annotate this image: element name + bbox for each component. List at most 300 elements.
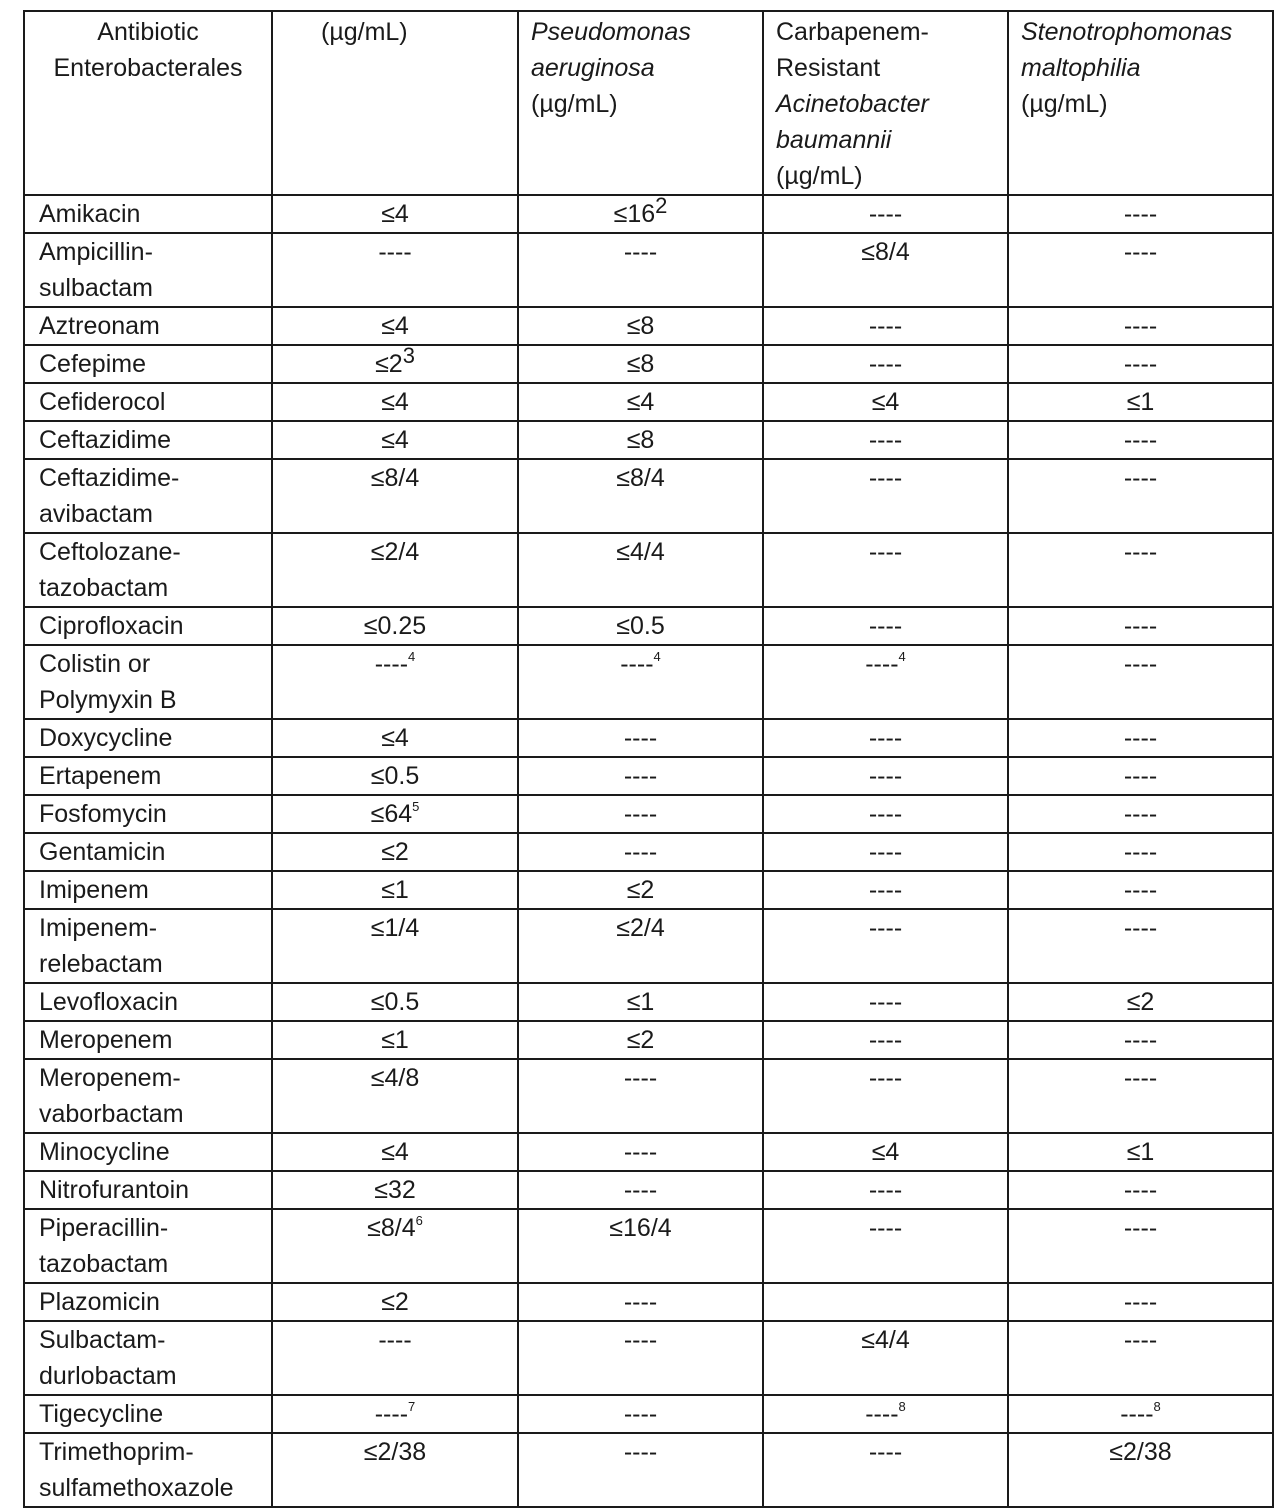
breakpoint-value: ----	[1123, 914, 1158, 942]
column-header-line: Stenotrophomonas	[1021, 18, 1233, 46]
breakpoint-value: ≤4/8	[370, 1064, 420, 1092]
breakpoint-cell	[1008, 645, 1273, 719]
breakpoint-value: ≤4	[381, 1138, 409, 1166]
breakpoint-cell	[763, 1171, 1008, 1209]
breakpoint-value: ----	[1123, 200, 1158, 228]
table-header-row	[24, 11, 1273, 195]
breakpoint-cell	[518, 421, 763, 459]
antibiotic-name-cell	[24, 1433, 272, 1507]
table-row	[24, 1209, 1273, 1283]
breakpoint-value: ≤2	[381, 1288, 409, 1316]
breakpoint-value: ≤0.5	[616, 612, 665, 640]
breakpoint-cell	[518, 1059, 763, 1133]
breakpoint-cell	[518, 1021, 763, 1059]
breakpoint-value: ----	[868, 538, 903, 566]
breakpoint-value: ≤4	[381, 312, 409, 340]
footnote-marker: 4	[408, 649, 416, 664]
breakpoint-cell	[518, 1133, 763, 1171]
antibiotic-name-cell	[24, 1059, 272, 1133]
breakpoint-value: ----	[623, 1400, 658, 1428]
table-row	[24, 1283, 1273, 1321]
antibiotic-name-cell	[24, 1321, 272, 1395]
breakpoint-value: ≤0.25	[363, 612, 427, 640]
breakpoint-value: ≤4	[871, 1138, 900, 1166]
breakpoint-cell	[763, 909, 1008, 983]
antibiotic-name-cell	[24, 1133, 272, 1171]
breakpoint-cell	[763, 345, 1008, 383]
footnote-marker: 3	[402, 343, 415, 368]
breakpoint-value: ----	[1123, 762, 1158, 790]
breakpoint-value: ----	[374, 650, 409, 678]
breakpoint-value: ----	[1123, 650, 1158, 678]
breakpoint-value: ----	[1123, 538, 1158, 566]
table-row	[24, 645, 1273, 719]
column-header	[272, 11, 518, 195]
column-header-line: (µg/mL)	[776, 162, 863, 190]
footnote-marker: 2	[655, 193, 668, 218]
breakpoint-cell	[763, 195, 1008, 233]
breakpoint-cell	[1008, 1209, 1273, 1283]
breakpoint-value: ≤4/4	[616, 538, 665, 566]
breakpoint-cell	[763, 533, 1008, 607]
antibiotic-name-line: relebactam	[39, 950, 163, 978]
column-header	[763, 11, 1008, 195]
breakpoint-value: ----	[623, 238, 658, 266]
breakpoint-cell	[763, 719, 1008, 757]
table-row	[24, 233, 1273, 307]
antibiotic-name-line: Nitrofurantoin	[39, 1176, 190, 1204]
breakpoint-cell	[763, 871, 1008, 909]
breakpoint-cell	[272, 795, 518, 833]
antibiotic-name-cell	[24, 1209, 272, 1283]
antibiotic-name-line: Ciprofloxacin	[39, 612, 184, 640]
breakpoint-value: ----	[623, 1438, 658, 1466]
breakpoint-cell	[272, 233, 518, 307]
table-row	[24, 1395, 1273, 1433]
breakpoint-cell	[518, 383, 763, 421]
breakpoint-cell	[518, 1321, 763, 1395]
breakpoint-cell	[272, 1283, 518, 1321]
antibiotic-name-cell	[24, 909, 272, 983]
antibiotic-name-line: Levofloxacin	[39, 988, 178, 1016]
breakpoint-cell	[1008, 795, 1273, 833]
breakpoint-value: ----	[374, 1400, 409, 1428]
antibiotic-name-line: Imipenem-	[39, 914, 158, 942]
breakpoint-cell	[518, 1283, 763, 1321]
antibiotic-name-line: Doxycycline	[39, 724, 173, 752]
footnote-marker: 7	[408, 1399, 416, 1414]
antibiotic-name-line: vaborbactam	[39, 1100, 184, 1128]
antibiotic-name-line: tazobactam	[39, 574, 169, 602]
breakpoint-value: ----	[868, 724, 903, 752]
breakpoint-cell	[763, 307, 1008, 345]
breakpoint-cell	[272, 1059, 518, 1133]
table-row	[24, 871, 1273, 909]
antibiotic-name-cell	[24, 421, 272, 459]
breakpoint-value: ≤2	[1126, 988, 1155, 1016]
breakpoint-value: ≤1	[626, 988, 655, 1016]
column-header-line: (µg/mL)	[321, 18, 408, 46]
antibiotic-name-line: Cefiderocol	[39, 388, 166, 416]
breakpoint-value: ----	[1123, 1326, 1158, 1354]
breakpoint-cell	[1008, 421, 1273, 459]
breakpoint-cell	[763, 421, 1008, 459]
breakpoint-cell	[1008, 233, 1273, 307]
antibiotic-name-line: Tigecycline	[39, 1400, 164, 1428]
breakpoint-value: ≤2	[626, 1026, 655, 1054]
breakpoint-cell	[763, 645, 1008, 719]
breakpoint-value: ≤8/4	[861, 238, 910, 266]
breakpoint-value: ≤4	[381, 200, 409, 228]
antibiotic-name-line: Gentamicin	[39, 838, 166, 866]
breakpoint-value: ≤4	[871, 388, 900, 416]
breakpoint-value: ----	[623, 800, 658, 828]
breakpoint-cell	[1008, 607, 1273, 645]
breakpoint-cell	[763, 1321, 1008, 1395]
table-row	[24, 195, 1273, 233]
antibiotic-name-line: Trimethoprim-	[39, 1438, 194, 1466]
column-header-line: Antibiotic	[97, 18, 199, 46]
breakpoint-value: ----	[868, 1026, 903, 1054]
breakpoint-cell	[763, 795, 1008, 833]
antibiotic-name-cell	[24, 795, 272, 833]
breakpoint-value: ≤2	[381, 838, 409, 866]
breakpoint-value: ----	[868, 1176, 903, 1204]
breakpoint-cell	[272, 1321, 518, 1395]
breakpoint-value: ≤2	[626, 876, 655, 904]
column-header-line: Pseudomonas	[531, 18, 691, 46]
breakpoint-value: ≤0.5	[370, 762, 420, 790]
antibiotic-name-line: Ampicillin-	[39, 238, 153, 266]
breakpoint-value: ----	[1123, 1176, 1158, 1204]
breakpoint-value: ≤32	[374, 1176, 416, 1204]
breakpoint-value: ----	[865, 1400, 899, 1428]
column-header	[518, 11, 763, 195]
breakpoint-cell	[1008, 1321, 1273, 1395]
antibiotic-name-cell	[24, 1283, 272, 1321]
antibiotic-name-line: Minocycline	[39, 1138, 170, 1166]
breakpoint-value: ----	[623, 1176, 658, 1204]
column-header	[1008, 11, 1273, 195]
breakpoint-cell	[763, 1133, 1008, 1171]
breakpoint-cell	[272, 1171, 518, 1209]
antibiotic-name-line: Meropenem-	[39, 1064, 181, 1092]
breakpoint-cell	[1008, 1171, 1273, 1209]
breakpoint-value: ----	[1123, 1214, 1158, 1242]
antibiotic-name-line: Ceftolozane-	[39, 538, 181, 566]
table-row	[24, 757, 1273, 795]
antibiotic-name-cell	[24, 983, 272, 1021]
breakpoint-value: ----	[623, 724, 658, 752]
breakpoint-cell	[1008, 345, 1273, 383]
antibiotic-name-line: Plazomicin	[39, 1288, 160, 1316]
antibiotic-name-cell	[24, 233, 272, 307]
table-row	[24, 459, 1273, 533]
breakpoint-value: ----	[1123, 1026, 1158, 1054]
breakpoint-cell	[518, 1209, 763, 1283]
breakpoint-cell	[272, 1433, 518, 1507]
breakpoint-cell	[1008, 833, 1273, 871]
breakpoint-value: ≤16	[613, 200, 656, 228]
antibiotic-name-line: sulfamethoxazole	[39, 1474, 234, 1502]
breakpoint-cell	[763, 1283, 1008, 1321]
breakpoint-value: ----	[1123, 312, 1158, 340]
breakpoint-cell	[518, 1171, 763, 1209]
table-row	[24, 345, 1273, 383]
breakpoint-cell	[1008, 533, 1273, 607]
antibiotic-name-line: tazobactam	[39, 1250, 169, 1278]
breakpoint-cell	[272, 1021, 518, 1059]
breakpoint-value: ≤2	[375, 350, 403, 378]
breakpoint-value: ----	[378, 238, 412, 266]
breakpoint-value: ≤1	[381, 876, 409, 904]
breakpoint-value: ≤1	[381, 1026, 409, 1054]
table-row	[24, 719, 1273, 757]
breakpoint-cell	[518, 533, 763, 607]
antibiotic-name-line: Aztreonam	[39, 312, 160, 340]
antibiotic-name-cell	[24, 459, 272, 533]
breakpoint-cell	[518, 757, 763, 795]
column-header-line: (µg/mL)	[531, 90, 618, 118]
breakpoint-value: ----	[620, 650, 654, 678]
breakpoint-cell	[272, 983, 518, 1021]
breakpoint-cell	[1008, 1395, 1273, 1433]
table-row	[24, 1021, 1273, 1059]
breakpoint-table	[23, 10, 1274, 1508]
breakpoint-cell	[1008, 383, 1273, 421]
breakpoint-value: ----	[1123, 350, 1158, 378]
breakpoint-value: ----	[868, 1064, 903, 1092]
table-row	[24, 909, 1273, 983]
breakpoint-value: ----	[1123, 1064, 1158, 1092]
breakpoint-cell	[1008, 1433, 1273, 1507]
breakpoint-cell	[272, 719, 518, 757]
breakpoint-cell	[1008, 757, 1273, 795]
breakpoint-value: ----	[1123, 876, 1158, 904]
breakpoint-cell	[1008, 1021, 1273, 1059]
antibiotic-name-line: Polymyxin B	[39, 686, 177, 714]
breakpoint-cell	[1008, 1059, 1273, 1133]
breakpoint-value: ----	[868, 350, 903, 378]
table-row	[24, 1133, 1273, 1171]
breakpoint-cell	[272, 459, 518, 533]
breakpoint-cell	[272, 421, 518, 459]
table-row	[24, 1321, 1273, 1395]
breakpoint-value: ----	[1123, 800, 1158, 828]
breakpoint-cell	[763, 1433, 1008, 1507]
breakpoint-cell	[272, 307, 518, 345]
breakpoint-value: ≤8	[626, 350, 655, 378]
breakpoint-value: ----	[1123, 612, 1158, 640]
breakpoint-cell	[763, 459, 1008, 533]
antibiotic-name-cell	[24, 1171, 272, 1209]
antibiotic-name-cell	[24, 345, 272, 383]
breakpoint-value: ----	[623, 1138, 658, 1166]
breakpoint-cell	[272, 757, 518, 795]
antibiotic-name-line: Sulbactam-	[39, 1326, 166, 1354]
breakpoint-cell	[1008, 1283, 1273, 1321]
antibiotic-name-line: Cefepime	[39, 350, 146, 378]
breakpoint-value: ----	[623, 1326, 658, 1354]
breakpoint-cell	[763, 983, 1008, 1021]
table-row	[24, 421, 1273, 459]
breakpoint-value: ----	[623, 1064, 658, 1092]
antibiotic-name-line: avibactam	[39, 500, 153, 528]
breakpoint-cell	[272, 871, 518, 909]
breakpoint-value: ----	[868, 762, 903, 790]
antibiotic-name-line: Colistin or	[39, 650, 151, 678]
breakpoint-value: ----	[868, 876, 903, 904]
breakpoint-cell	[272, 909, 518, 983]
column-header-line: maltophilia	[1021, 54, 1141, 82]
breakpoint-value: ----	[868, 426, 903, 454]
breakpoint-cell	[272, 1133, 518, 1171]
breakpoint-cell	[763, 1395, 1008, 1433]
column-header-line: Resistant	[776, 54, 881, 82]
column-header-line: aeruginosa	[531, 54, 655, 82]
antibiotic-name-line: durlobactam	[39, 1362, 177, 1390]
breakpoint-cell	[763, 607, 1008, 645]
footnote-marker: 5	[412, 799, 420, 814]
breakpoint-value: ----	[868, 1438, 903, 1466]
breakpoint-value: ----	[868, 612, 903, 640]
table-row	[24, 795, 1273, 833]
table-body	[24, 195, 1273, 1507]
breakpoint-cell	[272, 533, 518, 607]
breakpoint-cell	[518, 833, 763, 871]
breakpoint-value: ≤8/4	[370, 464, 420, 492]
breakpoint-cell	[763, 1059, 1008, 1133]
breakpoint-cell	[518, 719, 763, 757]
antibiotic-name-cell	[24, 533, 272, 607]
column-header-line: baumannii	[776, 126, 892, 154]
breakpoint-cell	[518, 459, 763, 533]
breakpoint-value: ----	[865, 650, 899, 678]
antibiotic-name-cell	[24, 307, 272, 345]
breakpoint-cell	[518, 909, 763, 983]
breakpoint-value: ≤1	[1126, 1138, 1155, 1166]
breakpoint-cell	[272, 1395, 518, 1433]
breakpoint-value: ----	[868, 838, 903, 866]
table-row	[24, 1059, 1273, 1133]
breakpoint-cell	[518, 1395, 763, 1433]
breakpoint-value: ----	[378, 1326, 412, 1354]
footnote-marker: 4	[898, 649, 906, 664]
breakpoint-value: ≤4	[381, 724, 409, 752]
footnote-marker: 6	[415, 1213, 423, 1228]
breakpoint-cell	[272, 1209, 518, 1283]
breakpoint-value: ----	[868, 800, 903, 828]
breakpoint-value: ≤4	[626, 388, 655, 416]
breakpoint-cell	[518, 871, 763, 909]
antibiotic-name-cell	[24, 871, 272, 909]
antibiotic-name-line: Ertapenem	[39, 762, 162, 790]
breakpoint-value: ≤8/4	[367, 1214, 416, 1242]
breakpoint-cell	[518, 195, 763, 233]
breakpoint-cell	[272, 645, 518, 719]
breakpoint-cell	[272, 383, 518, 421]
breakpoint-value: ----	[1123, 238, 1158, 266]
breakpoint-value: ≤8/4	[616, 464, 665, 492]
table-row	[24, 983, 1273, 1021]
breakpoint-value: ----	[1120, 1400, 1154, 1428]
breakpoint-value: ≤2/38	[1109, 1438, 1172, 1466]
breakpoint-value: ----	[623, 762, 658, 790]
breakpoint-cell	[1008, 719, 1273, 757]
breakpoint-cell	[518, 345, 763, 383]
table-row	[24, 833, 1273, 871]
breakpoint-cell	[1008, 195, 1273, 233]
breakpoint-value: ----	[868, 1214, 903, 1242]
breakpoint-cell	[763, 1209, 1008, 1283]
breakpoint-value: ≤8	[626, 426, 655, 454]
antibiotic-name-line: Amikacin	[39, 200, 141, 228]
breakpoint-cell	[518, 795, 763, 833]
antibiotic-name-cell	[24, 1021, 272, 1059]
antibiotic-name-cell	[24, 1395, 272, 1433]
antibiotic-name-cell	[24, 833, 272, 871]
breakpoint-value: ----	[868, 200, 903, 228]
breakpoint-value: ≤8	[626, 312, 655, 340]
column-header	[24, 11, 272, 195]
table-row	[24, 533, 1273, 607]
breakpoint-value: ≤0.5	[370, 988, 420, 1016]
antibiotic-name-line: Ceftazidime	[39, 426, 171, 454]
antibiotic-name-cell	[24, 195, 272, 233]
antibiotic-name-line: Meropenem	[39, 1026, 173, 1054]
breakpoint-cell	[763, 233, 1008, 307]
footnote-marker: 8	[898, 1399, 906, 1414]
antibiotic-name-cell	[24, 719, 272, 757]
breakpoint-value: ≤4	[381, 388, 409, 416]
breakpoint-cell	[518, 607, 763, 645]
breakpoint-value: ≤64	[370, 800, 413, 828]
antibiotic-name-line: Piperacillin-	[39, 1214, 169, 1242]
antibiotic-name-line: Fosfomycin	[39, 800, 167, 828]
breakpoint-value: ≤4/4	[861, 1326, 910, 1354]
table-row	[24, 383, 1273, 421]
column-header-line: Acinetobacter	[776, 90, 929, 118]
breakpoint-value: ----	[623, 838, 658, 866]
breakpoint-value: ≤2/4	[370, 538, 420, 566]
table-row	[24, 607, 1273, 645]
breakpoint-value: ----	[1123, 464, 1158, 492]
breakpoint-value: ----	[1123, 724, 1158, 752]
breakpoint-cell	[272, 607, 518, 645]
antibiotic-name-cell	[24, 607, 272, 645]
column-header-line: Enterobacterales	[53, 54, 243, 82]
breakpoint-cell	[763, 1021, 1008, 1059]
column-header-line: (µg/mL)	[1021, 90, 1108, 118]
breakpoint-value: ----	[868, 914, 903, 942]
antibiotic-name-line: Imipenem	[39, 876, 149, 904]
breakpoint-value: ----	[868, 312, 903, 340]
breakpoint-cell	[1008, 909, 1273, 983]
breakpoint-cell	[763, 383, 1008, 421]
breakpoint-value: ----	[1123, 838, 1158, 866]
breakpoint-value: ≤1	[1126, 388, 1155, 416]
footnote-marker: 4	[653, 649, 661, 664]
breakpoint-cell	[763, 757, 1008, 795]
breakpoint-value: ----	[1123, 426, 1158, 454]
breakpoint-cell	[518, 1433, 763, 1507]
breakpoint-value: ≤2/4	[616, 914, 665, 942]
antibiotic-name-line: sulbactam	[39, 274, 153, 302]
breakpoint-value: ----	[623, 1288, 658, 1316]
breakpoint-cell	[518, 645, 763, 719]
table-row	[24, 1171, 1273, 1209]
breakpoint-cell	[272, 345, 518, 383]
